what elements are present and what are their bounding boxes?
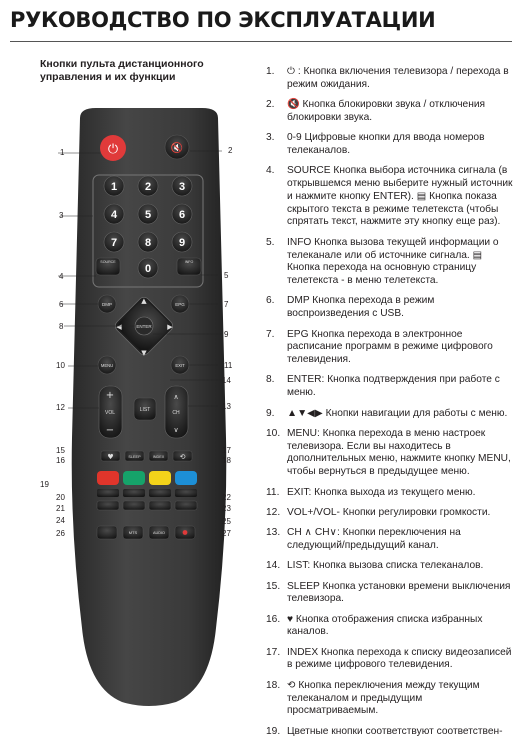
svg-text:▲: ▲ — [141, 297, 147, 305]
svg-text:DMP: DMP — [102, 302, 112, 307]
svg-text:EXIT: EXIT — [175, 363, 185, 368]
digit-4-label: 4 — [110, 209, 118, 221]
remote-control-illustration — [66, 108, 232, 706]
instruction-text: SOURCE Кнопка выбора источника сигнала (в открывшемся меню выберите нужный источник и нажмите кнопку ENTER). ▤ Кнопка показа скрытого текста в режиме телетекста (чтобы спрятать текст, нажмите эту кнопку еще раз). — [287, 165, 513, 228]
instructions-list — [266, 66, 516, 746]
instruction-number: 6. — [266, 295, 275, 307]
instruction-number: 16. — [266, 613, 281, 625]
instruction-item — [266, 132, 516, 158]
svg-text:CH: CH — [172, 410, 180, 416]
instruction-item — [266, 581, 516, 607]
instruction-item — [266, 647, 516, 673]
callout-8: 8 — [59, 322, 64, 331]
title-divider — [10, 41, 512, 42]
svg-text:−: − — [105, 425, 115, 436]
svg-text:VOL: VOL — [104, 410, 116, 416]
svg-text:AUDIO: AUDIO — [152, 531, 166, 535]
instruction-text: MENU: Кнопка перехода в меню настроек телевизора. Если вы находитесь в дополнительных меню, нажмите кнопку MENU, чтобы вернуться в предыдущее меню. — [287, 427, 511, 478]
instruction-item — [266, 527, 516, 553]
instruction-text: EXIT: Кнопка выхода из текущего меню. — [287, 486, 476, 498]
callout-19: 19 — [40, 480, 49, 489]
instruction-number: 2. — [266, 99, 275, 111]
instruction-text: INDEX Кнопка перехода к списку видеозаписей в режиме цифрового телевидения. — [287, 646, 512, 671]
instruction-item — [266, 99, 516, 125]
callout-5: 5 — [224, 271, 229, 280]
callout-16: 16 — [56, 456, 65, 465]
instruction-item — [266, 428, 516, 479]
svg-text:◀: ◀ — [116, 323, 122, 331]
digit-8-label: 8 — [144, 237, 152, 249]
instruction-item — [266, 487, 516, 500]
callout-18: 18 — [222, 456, 231, 465]
instruction-text: 0-9 Цифровые кнопки для ввода номеров телеканалов. — [287, 132, 485, 156]
instruction-number: 15. — [266, 580, 281, 592]
svg-text:MTS: MTS — [128, 530, 138, 535]
svg-text:INDEX: INDEX — [152, 455, 165, 459]
callout-17: 17 — [222, 446, 231, 455]
callout-10: 10 — [56, 361, 65, 370]
instruction-text: CH ∧ CH∨: Кнопки переключения на следующий/предыдущий канал. — [287, 527, 461, 551]
digit-9-label: 9 — [178, 237, 186, 249]
callout-9: 9 — [224, 330, 229, 339]
callout-26: 26 — [56, 529, 65, 538]
instruction-text: INFO Кнопка вызова текущей информации о телеканале или об источнике сигнала. ▤ Кнопка перехода на основную страницу телетекста - в меню телетекста. — [287, 236, 499, 287]
instruction-item — [266, 329, 516, 367]
instruction-text: 🔇 Кнопка блокировки звука / отключения блокировки звука. — [287, 99, 486, 123]
digit-0-label: 0 — [144, 263, 152, 275]
digit-5-label: 5 — [144, 209, 152, 221]
instruction-text: EPG Кнопка перехода в электронное расписание программ в режиме цифрового телевидения. — [287, 328, 493, 366]
callout-25: 25 — [222, 517, 231, 526]
svg-text:▶: ▶ — [167, 323, 173, 331]
instruction-text: Цветные кнопки соответствуют соответствен- — [287, 725, 503, 737]
svg-text:MENU: MENU — [100, 363, 114, 368]
instruction-text: DMP Кнопка перехода в режим воспроизведения с USB. — [287, 295, 435, 320]
instruction-text: VOL+/VOL- Кнопки регулировки громкости. — [287, 506, 491, 518]
instruction-text: SLEEP Кнопка установки времени выключения телевизора. — [287, 580, 511, 605]
callout-22: 22 — [222, 493, 231, 502]
instruction-item — [266, 726, 516, 739]
instruction-text: ▲▼◀▶ Кнопки навигации для работы с меню. — [287, 407, 508, 419]
svg-text:∨: ∨ — [173, 426, 179, 434]
callout-14: 14 — [222, 376, 231, 385]
instruction-item — [266, 295, 516, 321]
callout-13: 13 — [222, 402, 231, 411]
instruction-number: 17. — [266, 646, 281, 658]
svg-text:EPG: EPG — [175, 302, 185, 307]
callout-21: 21 — [56, 504, 65, 513]
callout-7: 7 — [224, 300, 229, 309]
instruction-text: ⟲ Кнопка переключения между текущим телеканалом и предыдущим просматриваемым. — [287, 679, 480, 717]
callout-4: 4 — [59, 272, 64, 281]
svg-text:⟲: ⟲ — [179, 453, 186, 461]
section-subtitle: Кнопки пульта дистанционного управления и их функции — [40, 58, 204, 83]
instruction-item — [266, 66, 516, 92]
instruction-item — [266, 237, 516, 288]
instruction-item — [266, 374, 516, 400]
instruction-item — [266, 560, 516, 573]
callout-1: 1 — [60, 148, 65, 157]
instruction-number: 5. — [266, 236, 275, 248]
instruction-text: ENTER: Кнопка подтверждения при работе с меню. — [287, 374, 500, 399]
callout-3: 3 — [59, 211, 64, 220]
instruction-number: 18. — [266, 679, 281, 691]
callout-20: 20 — [56, 493, 65, 502]
instruction-number: 4. — [266, 165, 275, 177]
instruction-text: ♥ Кнопка отображения списка избранных каналов. — [287, 613, 483, 638]
page-title: РУКОВОДСТВО ПО ЭКСПЛУАТАЦИИ — [10, 8, 436, 32]
callout-23: 23 — [222, 504, 231, 513]
instruction-number: 1. — [266, 66, 275, 77]
remote-svg — [66, 108, 232, 706]
callout-6: 6 — [59, 300, 64, 309]
callout-15: 15 — [56, 446, 65, 455]
instruction-number: 9. — [266, 407, 275, 419]
digit-7-label: 7 — [110, 237, 118, 249]
callout-24: 24 — [56, 516, 65, 525]
instruction-number: 7. — [266, 328, 275, 340]
instruction-number: 11. — [266, 486, 280, 498]
callout-12: 12 — [56, 403, 65, 412]
svg-text:⏻: ⏻ — [107, 142, 119, 157]
svg-text:▼: ▼ — [141, 349, 147, 357]
info-label: INFO — [184, 260, 194, 264]
digit-6-label: 6 — [178, 209, 186, 221]
svg-text:∧: ∧ — [173, 393, 179, 401]
callout-11: 11 — [224, 361, 233, 370]
instruction-item — [266, 165, 516, 229]
source-label: SOURCE — [100, 260, 116, 264]
digit-2-label: 2 — [144, 181, 152, 193]
instruction-text: ⏻ : Кнопка включения телевизора / перехода в режим ожидания. — [287, 66, 509, 90]
callout-2: 2 — [228, 146, 233, 155]
digit-3-label: 3 — [178, 181, 186, 193]
instruction-number: 3. — [266, 132, 275, 144]
instruction-item — [266, 680, 516, 718]
instruction-number: 13. — [266, 527, 281, 539]
digit-1-label: 1 — [110, 181, 118, 193]
callout-27: 27 — [222, 529, 231, 538]
instruction-item — [266, 614, 516, 640]
instruction-number: 10. — [266, 427, 281, 439]
instruction-item — [266, 408, 516, 421]
instruction-number: 12. — [266, 506, 281, 518]
svg-text:ENTER: ENTER — [136, 324, 152, 329]
instruction-text: LIST: Кнопка вызова списка телеканалов. — [287, 560, 484, 572]
instruction-number: 8. — [266, 374, 275, 386]
svg-text:♥: ♥ — [107, 453, 114, 461]
svg-text:🔇: 🔇 — [170, 143, 184, 154]
instruction-item — [266, 507, 516, 520]
svg-text:+: + — [105, 390, 115, 401]
svg-text:LIST: LIST — [139, 407, 151, 413]
svg-text:SLEEP: SLEEP — [128, 455, 141, 459]
instruction-number: 19. — [266, 725, 281, 737]
instruction-number: 14. — [266, 560, 281, 572]
